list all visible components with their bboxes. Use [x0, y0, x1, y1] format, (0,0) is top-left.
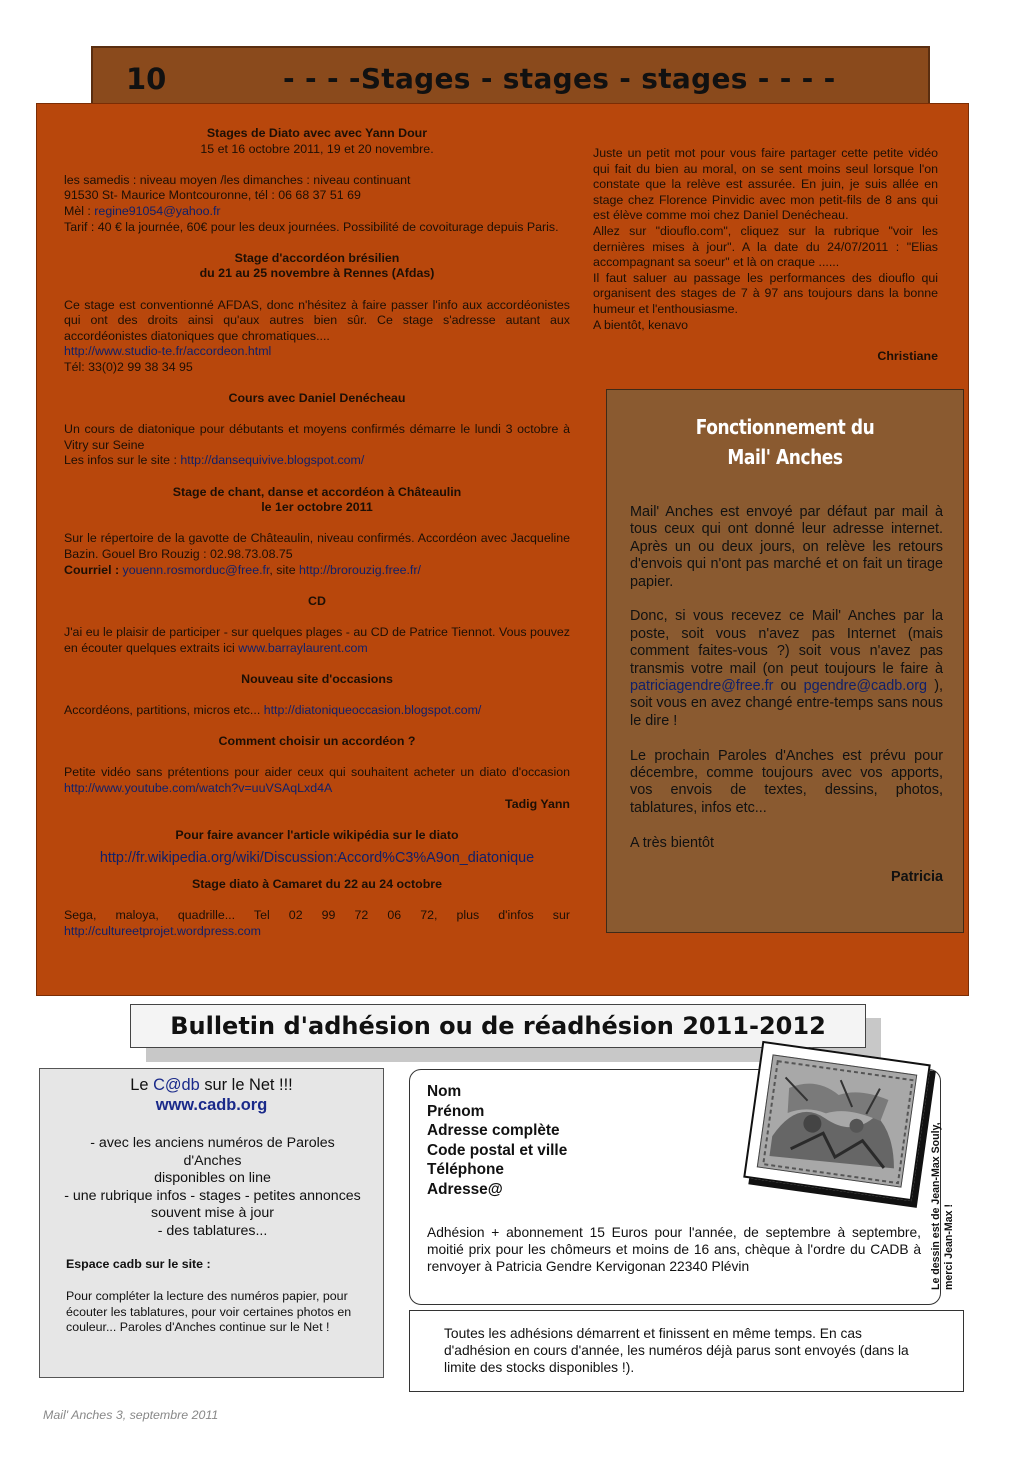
espace-description: Pour compléter la lecture des numéros papier, pour écouter les tablatures, pour voir certaines photos en couleur... Paroles d'Anches continue sur le Net ! [66, 1289, 352, 1335]
fonctionnement-box [606, 389, 964, 933]
field-nom: Nom [427, 1083, 462, 1100]
section-dates: 15 et 16 octobre 2011, 19 et 20 novembre. [200, 141, 434, 156]
signature: Patricia [891, 869, 943, 886]
field-adresse: Adresse complète [427, 1122, 560, 1140]
credit-line: merci Jean-Max ! [943, 1204, 955, 1290]
text: Accordéons, partitions, micros etc... [64, 702, 264, 717]
section-dates: le 1er octobre 2011 [261, 500, 373, 515]
list-item: - une rubrique infos - stages - petites annonces souvent mise à jour [64, 1187, 361, 1222]
label: , site [269, 562, 300, 577]
form-fields [427, 1082, 567, 1200]
paragraph: A très bientôt [630, 834, 714, 851]
section-text: Sega, maloya, quadrille... Tel 02 99 72 06 72, plus d'infos sur [64, 908, 570, 923]
text: Donc, si vous recevez ce Mail' Anches par la poste, soit vous n'avez pas Internet (mais comment faites-vous ?) soit vous n'avez pas transmis votre mail (on peut toujours le faire à [630, 608, 943, 677]
text: Le [130, 1076, 154, 1094]
article-text: Juste un petit mot pour vous faire partager cette petite vidéo qui fait du bien au moral, on se sent moins seul lorsque l'on constate que la relève est assurée. En juin, je suis allée en stage chez Florence Pinvidic avec mon petit-fils de 8 ans qui est élève comme moi chez Daniel Denécheau. [593, 146, 938, 223]
section-dates: du 21 au 25 novembre à Rennes (Afdas) [199, 266, 435, 281]
espace-title: Espace cadb sur le site : [66, 1257, 211, 1271]
paragraph: Le prochain Paroles d'Anches est prévu pour décembre, comme toujours avec vos apports, vos envois de textes, dessins, photos, tablatures, infos etc... [630, 747, 943, 816]
section-text: 91530 St- Maurice Montcouronne, tél : 06 68 37 51 69 [64, 188, 361, 203]
cadb-net-box [39, 1068, 384, 1378]
field-prenom: Prénom [427, 1102, 485, 1120]
list-item: - avec les anciens numéros de Paroles d'Anches [90, 1135, 335, 1169]
adhesion-terms: Adhésion + abonnement 15 Euros pour l'année, de septembre à septembre, moitié prix pour les chômeurs et moins de 16 ans, chèque à l'ordre du CADB à renvoyer à Patricia Gendre Kervigonan 22340 Plévin [427, 1225, 921, 1274]
section-title-occasions: Nouveau site d'occasions [241, 671, 393, 686]
cadb-url-link[interactable]: www.cadb.org [155, 1096, 268, 1114]
article-text: A bientôt, kenavo [593, 317, 689, 332]
label: Courriel : [64, 562, 123, 577]
drawing-image [743, 1041, 931, 1201]
section-text: les samedis : niveau moyen /les dimanches : niveau continuant [64, 172, 411, 187]
text: ou [773, 678, 804, 695]
section-text [64, 703, 570, 719]
net-features-list [60, 1135, 365, 1241]
section-text: Ce stage est conventionné AFDAS, donc n'hésitez à faire passer l'info aux accordéonistes qui ont des droits ainsi qu'aux autres bien sûr. Ce stage s'adresse autant aux accordéonistes diatoniques que chromatiques.... [64, 297, 570, 343]
section-title-camaret: Stage diato à Camaret du 22 au 24 octobre [192, 876, 442, 891]
christiane-article [593, 146, 938, 365]
section-text [64, 765, 570, 796]
list-item: - des tablatures... [157, 1222, 268, 1239]
section-text [64, 625, 570, 656]
section-title-cd: CD [308, 593, 326, 608]
email-link[interactable]: patriciagendre@free.fr [630, 678, 774, 695]
bulletin-title: Bulletin d'adhésion ou de réadhésion 2011-2012 [130, 1004, 866, 1048]
drawing-illustration [757, 1054, 917, 1187]
web-link[interactable]: http://cultureetprojet.wordpress.com [64, 923, 261, 938]
wikipedia-link[interactable]: http://fr.wikipedia.org/wiki/Discussion:Accord%C3%A9on_diatonique [99, 850, 535, 867]
email-link[interactable]: regine91054@yahoo.fr [94, 203, 221, 218]
section-title-chateaulin: Stage de chant, danse et accordéon à Châteaulin [172, 484, 462, 499]
title-line: Fonctionnement du [695, 415, 875, 439]
section-title-choisir-accordeon: Comment choisir un accordéon ? [218, 734, 416, 749]
label: Mèl : [64, 203, 95, 218]
web-link[interactable]: http://dansequivive.blogspot.com/ [180, 453, 365, 468]
web-link[interactable]: http://www.studio-te.fr/accordeon.html [64, 344, 272, 359]
fonctionnement-title [634, 412, 937, 472]
article-text: Allez sur "diouflo.com", cliquez sur la rubrique "voir les dernières mises à jour". A la date du 24/07/2011 : "Elias accompagnant sa soeur" et là on craque ...... [593, 223, 938, 270]
paragraph: Mail' Anches est envoyé par défaut par mail à tous ceux qui ont donné leur adresse internet. Après un ou deux jours, on relève les retours d'envois qui n'ont pas marché et on fait un tirage papier. [630, 504, 943, 590]
section-title-accordeon-bresilien: Stage d'accordéon brésilien [234, 250, 400, 265]
email-link[interactable]: pgendre@cadb.org [803, 678, 928, 695]
section-email-line [64, 204, 570, 220]
section-text: Un cours de diatonique pour débutants et moyens confirmés démarre le lundi 3 octobre à Vitry sur Seine [64, 422, 570, 452]
page-number: 10 [126, 62, 167, 96]
field-email: Adresse@ [427, 1180, 503, 1198]
section-contact-line [64, 563, 570, 579]
field-code-postal: Code postal et ville [427, 1141, 568, 1159]
signature: Tadig Yann [505, 796, 570, 811]
web-link[interactable]: http://www.youtube.com/watch?v=uuVSAqLxd4A [64, 780, 333, 795]
credit-line: Le dessin est de Jean-Max Souly, [930, 1122, 942, 1290]
text: J'ai eu le plaisir de participer - sur quelques plages - au CD de Patrice Tiennot. Vous pouvez en écouter quelques extraits ici [64, 625, 570, 655]
section-title-wikipedia: Pour faire avancer l'article wikipédia sur le diato [175, 827, 459, 842]
adhesion-notice [409, 1310, 964, 1392]
web-link[interactable]: http://diatoniqueoccasion.blogspot.com/ [263, 702, 482, 717]
drawing-credit [930, 1090, 956, 1290]
signature: Christiane [877, 349, 938, 364]
section-title-cours-denecheau: Cours avec Daniel Denécheau [228, 391, 406, 406]
fonctionnement-text [630, 504, 943, 887]
article-text: Il faut saluer au passage les performances des diouflo qui organisent des stages de 7 à 97 ans toujours dans la bonne humeur et l'enthousiasme. [593, 270, 938, 316]
section-title-diato-yann-dour: Stages de Diato avec avec Yann Dour [206, 126, 428, 140]
page-title: - - - -Stages - stages - stages - - - - [283, 62, 836, 95]
paragraph [630, 608, 943, 730]
section-text: Tarif : 40 € la journée, 60€ pour les deux journées. Possibilité de covoiturage depuis Paris. [64, 219, 559, 234]
section-text: Sur le répertoire de la gavotte de Châteaulin, niveau confirmés. Accordéon avec Jacqueline Bazin. Gouel Bro Rouzig : 02.98.73.08.75 [64, 531, 570, 562]
text: Petite vidéo sans prétentions pour aider ceux qui souhaitent acheter un diato d'occasion [64, 765, 570, 780]
stages-left-column [64, 126, 570, 939]
text: ), soit vous en avez changé entre-temps sans nous le dire ! [630, 678, 943, 729]
text: sur le Net !!! [199, 1076, 293, 1094]
list-item: disponibles on line [154, 1170, 271, 1187]
net-heading [40, 1075, 383, 1115]
page-footer: Mail' Anches 3, septembre 2011 [43, 1408, 219, 1422]
field-telephone: Téléphone [427, 1161, 504, 1179]
title-line: Mail' Anches [727, 445, 843, 469]
web-link[interactable]: www.barraylaurent.com [238, 640, 368, 655]
cadb-brand: C@db [153, 1076, 200, 1094]
section-text: Tél: 33(0)2 99 38 34 95 [64, 359, 193, 374]
section-link-line [64, 453, 570, 469]
notice-text: Toutes les adhésions démarrent et finissent en même temps. En cas d'adhésion en cours d'année, les numéros déjà parus sont envoyés (dans la limite des stocks disponibles !). [444, 1326, 909, 1375]
label: Les infos sur le site : [64, 453, 181, 468]
email-link[interactable]: youenn.rosmorduc@free.fr [122, 562, 270, 577]
web-link[interactable]: http://brorouzig.free.fr/ [299, 562, 421, 577]
